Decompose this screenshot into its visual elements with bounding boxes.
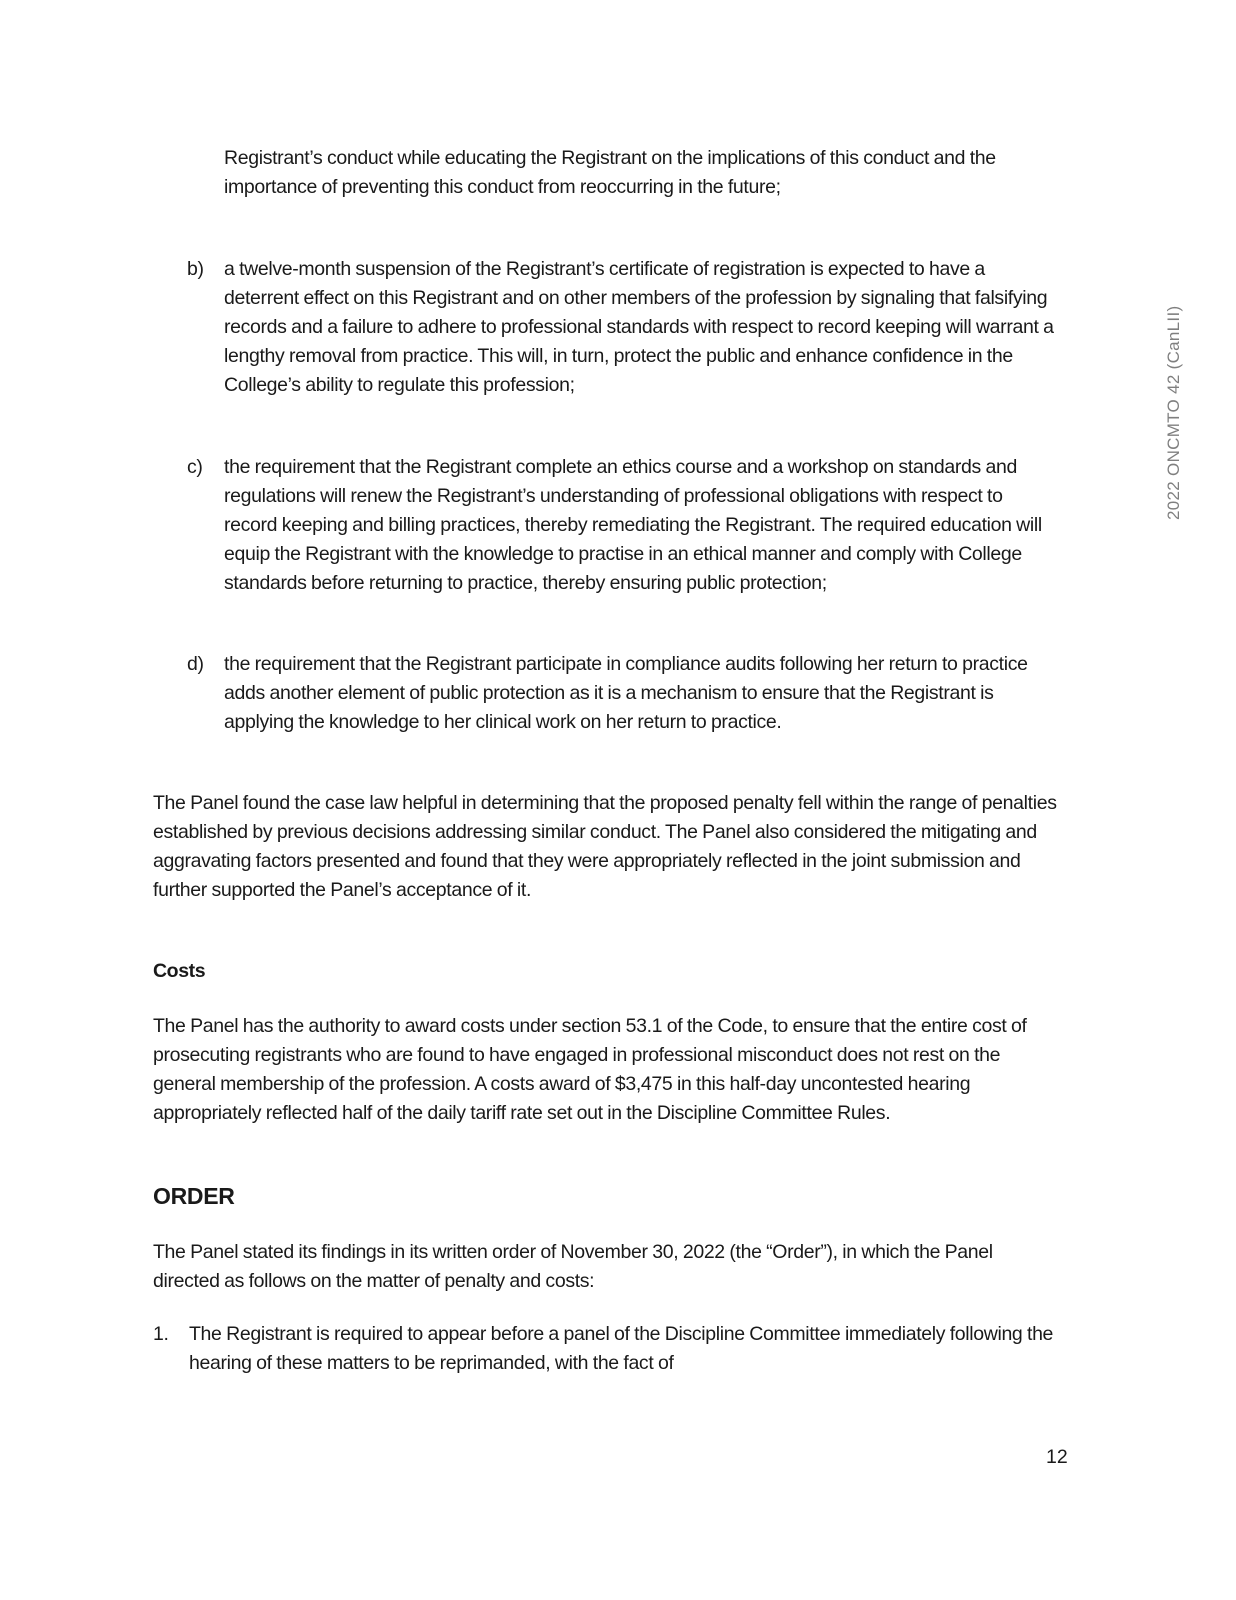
case-law-paragraph: The Panel found the case law helpful in determining that the proposed penalty fell within the range of penalties established by previous decisions addressing similar conduct. The Panel also considered the mitigating and aggravating factors presented and found that they were appropriately reflected in the joint submission and further supported the Panel’s acceptance of it. bbox=[153, 792, 1057, 901]
costs-heading: Costs bbox=[153, 960, 206, 982]
list-item-text: the requirement that the Registrant complete an ethics course and a workshop on standards and regulations will renew the Registrant’s understanding of professional obligations with respect to record keeping and billing practices, thereby remediating the Registrant. The required education will equip the Registrant with the knowledge to practise in an ethical manner and comply with College standards before returning to practice, thereby ensuring public protection; bbox=[224, 456, 1042, 594]
page-number: 12 bbox=[1046, 1446, 1068, 1468]
side-citation: 2022 ONCMTO 42 (CanLII) bbox=[1164, 305, 1183, 520]
list-marker: d) bbox=[187, 653, 204, 675]
list-marker: 1. bbox=[153, 1323, 169, 1345]
list-item-text: a twelve-month suspension of the Registrant’s certificate of registration is expected to have a deterrent effect on this Registrant and on other members of the profession by signaling that falsifying records and a failure to adhere to professional standards with respect to record keeping will warrant a lengthy removal from practice. This will, in turn, protect the public and enhance confidence in the College’s ability to regulate this profession; bbox=[224, 258, 1054, 396]
order-heading: ORDER bbox=[153, 1183, 235, 1209]
order-intro-paragraph: The Panel stated its findings in its written order of November 30, 2022 (the “Order”), in which the Panel directed as follows on the matter of penalty and costs: bbox=[153, 1241, 993, 1292]
list-item-text: the requirement that the Registrant participate in compliance audits following her return to practice adds another element of public protection as it is a mechanism to ensure that the Registrant is applying the knowledge to her clinical work on her return to practice. bbox=[224, 653, 1028, 733]
list-marker: c) bbox=[187, 456, 203, 478]
costs-paragraph: The Panel has the authority to award costs under section 53.1 of the Code, to ensure that the entire cost of prosecuting registrants who are found to have engaged in professional misconduct does not rest on the general membership of the profession. A costs award of $3,475 in this half-day uncontested hearing appropriately reflected half of the daily tariff rate set out in the Discipline Committee Rules. bbox=[153, 1015, 1027, 1124]
list-marker: b) bbox=[187, 258, 204, 280]
list-item-text: Registrant’s conduct while educating the Registrant on the implications of this conduct and the importance of preventing this conduct from reoccurring in the future; bbox=[224, 147, 996, 198]
list-item-text: The Registrant is required to appear before a panel of the Discipline Committee immediately following the hearing of these matters to be reprimanded, with the fact of bbox=[189, 1323, 1054, 1374]
